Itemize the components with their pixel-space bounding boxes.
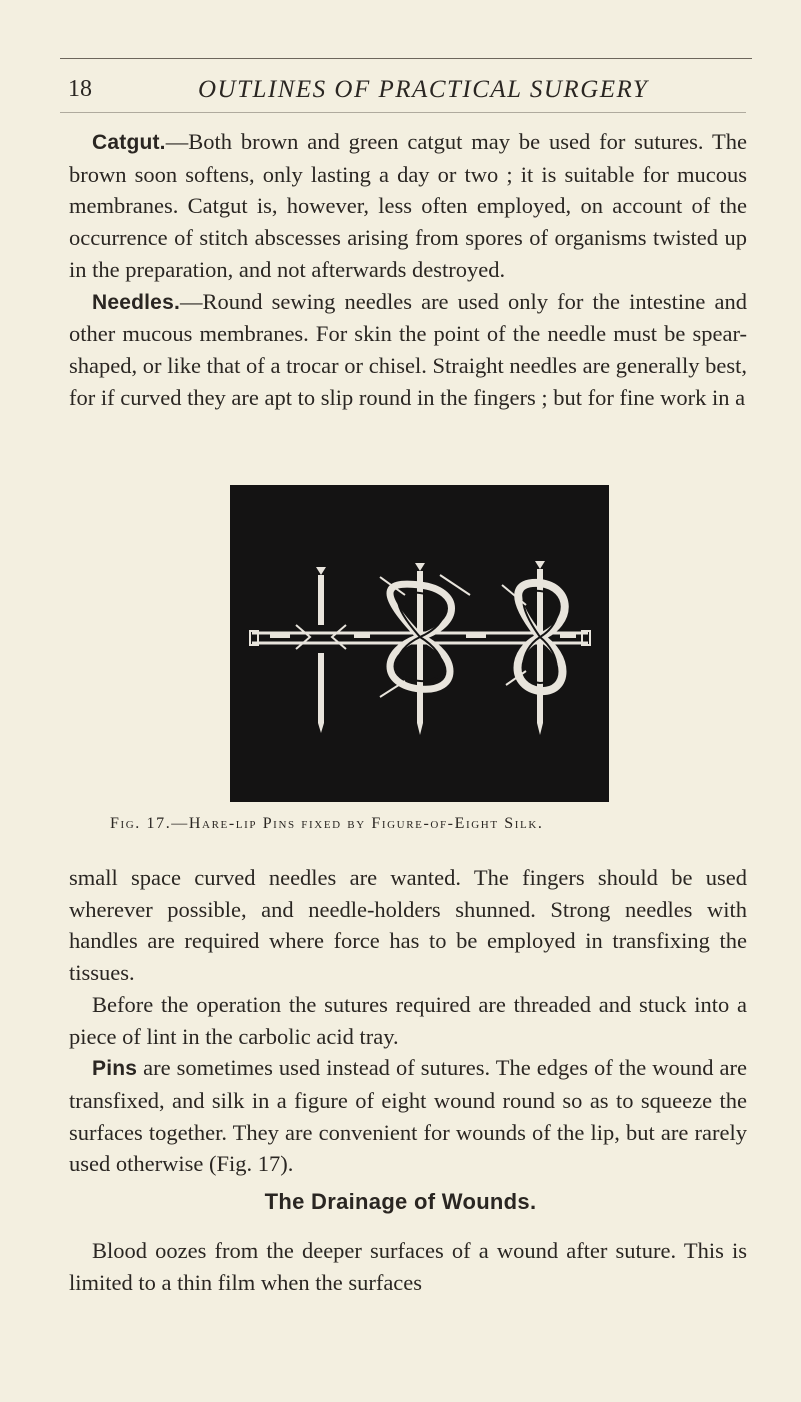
text-top: [69, 126, 747, 413]
paragraph-catgut: [69, 126, 747, 286]
pin-left: [296, 567, 346, 733]
paragraph-pins: [69, 1052, 747, 1180]
hare-lip-pins-illustration: [230, 485, 609, 802]
pin-middle: [380, 563, 470, 735]
text-drainage: [69, 1235, 747, 1298]
text-bottom: [69, 862, 747, 1180]
paragraph-pins-text: are sometimes used instead of sutures. The edges of the wound are transfixed, and silk in a figure of eight wound round so as to squeeze the surfaces together. They are convenient for wounds of the lip, but are rarely used otherwise (Fig. 17).: [69, 1055, 747, 1177]
running-title: OUTLINES OF PRACTICAL SURGERY: [198, 76, 649, 103]
top-rule: [60, 58, 752, 59]
sidehead-needles: Needles.: [92, 290, 180, 314]
sidehead-pins: Pins: [92, 1057, 138, 1081]
paragraph-needles: [69, 286, 747, 414]
paragraph-curved-needles: small space curved needles are wanted. The fingers should be used wherever possible, and needle-holders shunned. Strong needles with handles are required where force has to be employed in transfixing the tissues.: [69, 865, 747, 986]
figure-hare-lip-pins: [230, 485, 609, 802]
paragraph-before-operation: Before the operation the sutures required are threaded and stuck into a piece of lint in the carbolic acid tray.: [69, 991, 747, 1049]
running-head: [68, 76, 748, 108]
sidehead-catgut: Catgut.: [92, 131, 166, 154]
section-heading-drainage: The Drainage of Wounds.: [264, 1189, 537, 1214]
paragraph-needles-text: —Round sewing needles are used only for the intestine and other mucous membranes. For skin the point of the needle must be spear-shaped, or like that of a trocar or chisel. Straight needles are generally best, for if curved they are apt to slip round in the fingers ; but for fine work in a: [69, 288, 747, 410]
figure-caption: Fig. 17.—Hare-lip Pins fixed by Figure-of-Eight Silk.: [110, 815, 544, 832]
page-number: 18: [68, 76, 92, 102]
header-rule: [60, 112, 746, 113]
pin-right: [502, 561, 565, 735]
paragraph-blood-oozes: Blood oozes from the deeper surfaces of a wound after suture. This is limited to a thin film when the surfaces: [69, 1238, 747, 1295]
paragraph-catgut-text: —Both brown and green catgut may be used for sutures. The brown soon softens, only lasting a day or two ; it is suitable for mucous membranes. Catgut is, however, less often employed, on account of the occurrence of stitch abscesses arising from spores of organisms twisted up in the preparation, and not afterwards destroyed.: [69, 129, 747, 282]
